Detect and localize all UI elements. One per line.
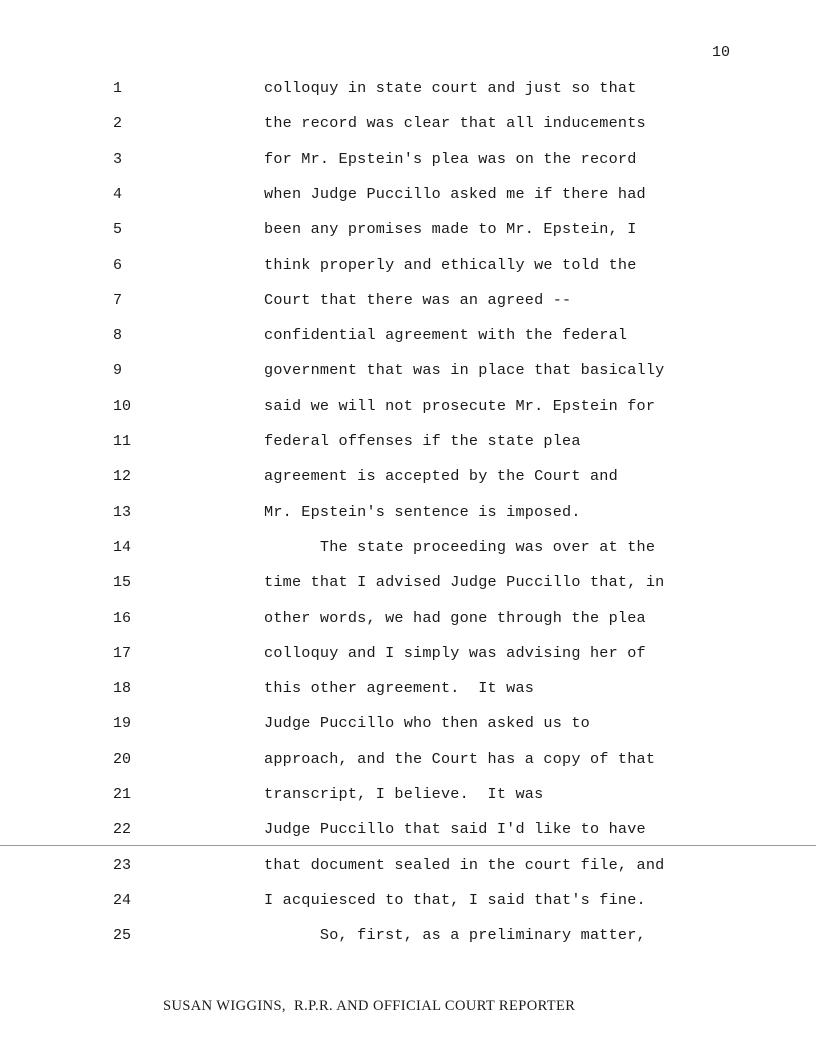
transcript-line: federal offenses if the state plea — [264, 432, 581, 450]
line-number: 13 — [113, 504, 132, 521]
transcript-line: that document sealed in the court file, and — [264, 856, 665, 874]
line-number: 5 — [113, 221, 123, 238]
line-number: 4 — [113, 186, 123, 203]
transcript-line: been any promises made to Mr. Epstein, I — [264, 220, 637, 238]
line-number: 23 — [113, 857, 132, 874]
line-number: 8 — [113, 327, 123, 344]
line-number: 6 — [113, 257, 123, 274]
transcript-line: the record was clear that all inducements — [264, 114, 646, 132]
line-number: 20 — [113, 751, 132, 768]
transcript-line: transcript, I believe. It was — [264, 785, 544, 803]
transcript-line: Judge Puccillo who then asked us to — [264, 714, 590, 732]
line-number: 9 — [113, 362, 123, 379]
transcript-line: So, first, as a preliminary matter, — [264, 926, 646, 944]
transcript-line: approach, and the Court has a copy of that — [264, 750, 656, 768]
transcript-line: Court that there was an agreed -- — [264, 291, 572, 309]
line-number: 7 — [113, 292, 123, 309]
transcript-line: for Mr. Epstein's plea was on the record — [264, 150, 637, 168]
transcript-line: said we will not prosecute Mr. Epstein for — [264, 397, 656, 415]
line-number: 25 — [113, 927, 132, 944]
line-number: 3 — [113, 151, 123, 168]
line-number: 24 — [113, 892, 132, 909]
horizontal-rule — [0, 845, 816, 846]
line-number: 21 — [113, 786, 132, 803]
transcript-line: colloquy in state court and just so that — [264, 79, 637, 97]
line-number: 1 — [113, 80, 123, 97]
transcript-line: this other agreement. It was — [264, 679, 535, 697]
line-number: 22 — [113, 821, 132, 838]
transcript-line: The state proceeding was over at the — [264, 538, 656, 556]
transcript-line: time that I advised Judge Puccillo that, in — [264, 573, 665, 591]
line-number: 15 — [113, 574, 132, 591]
line-number: 11 — [113, 433, 132, 450]
line-number: 19 — [113, 715, 132, 732]
transcript-line: agreement is accepted by the Court and — [264, 467, 618, 485]
transcript-line: colloquy and I simply was advising her of — [264, 644, 646, 662]
transcript-line: when Judge Puccillo asked me if there had — [264, 185, 646, 203]
reporter-footer: SUSAN WIGGINS, R.P.R. AND OFFICIAL COURT REPORTER — [163, 998, 576, 1014]
line-number: 14 — [113, 539, 132, 556]
transcript-line: I acquiesced to that, I said that's fine. — [264, 891, 646, 909]
transcript-line: think properly and ethically we told the — [264, 256, 637, 274]
line-number: 17 — [113, 645, 132, 662]
line-number: 10 — [113, 398, 132, 415]
line-number: 16 — [113, 610, 132, 627]
line-number: 12 — [113, 468, 132, 485]
page-number: 10 — [712, 44, 731, 61]
transcript-line: Mr. Epstein's sentence is imposed. — [264, 503, 581, 521]
transcript-line: government that was in place that basically — [264, 361, 665, 379]
transcript-line: Judge Puccillo that said I'd like to have — [264, 820, 646, 838]
transcript-line: confidential agreement with the federal — [264, 326, 628, 344]
line-number: 18 — [113, 680, 132, 697]
line-number: 2 — [113, 115, 123, 132]
transcript-line: other words, we had gone through the plea — [264, 609, 646, 627]
